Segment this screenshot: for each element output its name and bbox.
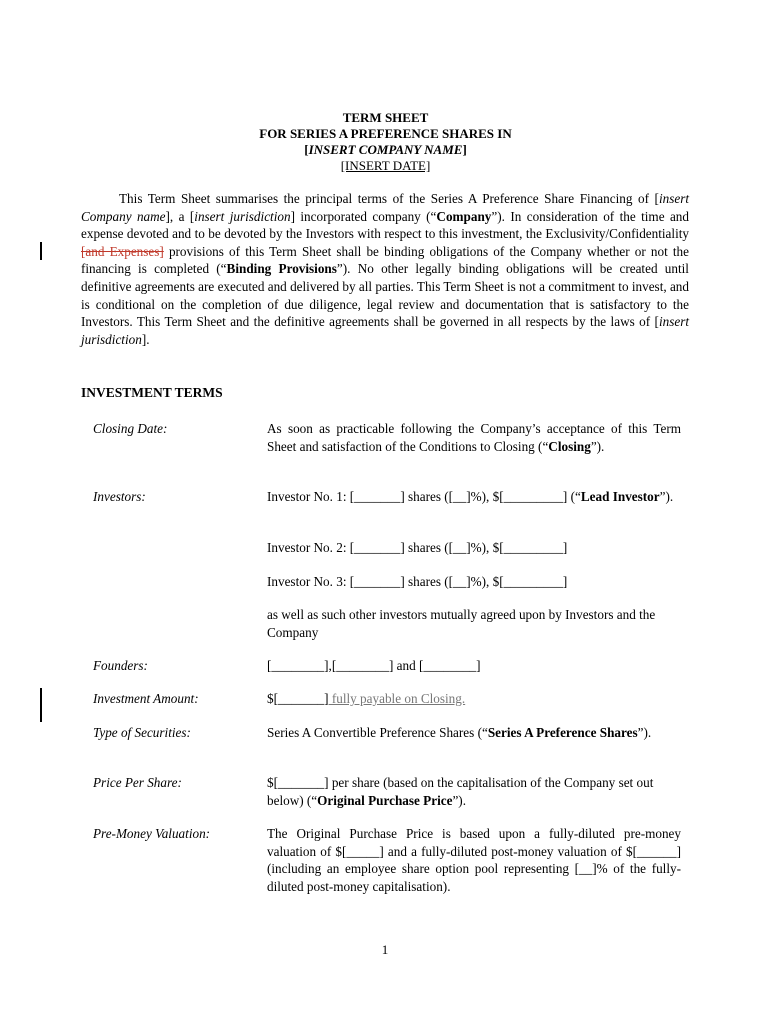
deleted-text: [and Expenses] bbox=[81, 243, 164, 259]
term-value: $[_______] per share (based on the capitalisation of the Company set out below) (“Original Purchase Price”). bbox=[267, 775, 654, 808]
term-label: Price Per Share: bbox=[93, 775, 182, 790]
title-line-2: FOR SERIES A PREFERENCE SHARES IN bbox=[259, 126, 512, 141]
title-date: [INSERT DATE] bbox=[340, 158, 431, 173]
intro-paragraph: This Term Sheet summarises the principal terms of the Series A Preference Share Financing of [insert Company name], a [insert jurisdiction] incorporated company (“Company”). In consideration of the time and expense devoted and to be devoted by the Investors with respect to this investment, the Exclusivity/Confidentiality [and Expenses] provisions of this Term Sheet shall be binding obligations of the Company whether or not the financing is completed (“Binding Provisions”). No other legally binding obligations will be created until definitive agreements are executed and delivered by all parties. This Term Sheet is not a commitment to invest, and is conditional on the completion of due diligence, legal review and documentation that is satisfactory to the Investors. This Term Sheet and the definitive agreements shall be governed in all respects by the laws of [insert jurisdiction]. bbox=[81, 191, 689, 347]
term-value: Series A Convertible Preference Shares (“Series A Preference Shares”). bbox=[267, 725, 652, 740]
term-label: Pre-Money Valuation: bbox=[93, 826, 211, 841]
term-label: Investors: bbox=[93, 489, 146, 504]
term-label: Closing Date: bbox=[93, 421, 168, 436]
change-bar bbox=[40, 242, 42, 260]
document-title bbox=[80, 110, 691, 174]
term-value: $[_______] fully payable on Closing. bbox=[267, 691, 466, 706]
section-heading: INVESTMENT TERMS bbox=[81, 385, 223, 400]
inserted-text: fully payable on Closing. bbox=[328, 691, 466, 706]
change-bar bbox=[40, 688, 42, 722]
term-label: Investment Amount: bbox=[93, 691, 199, 706]
title-line-1: TERM SHEET bbox=[342, 110, 429, 125]
term-value: As soon as practicable following the Company’s acceptance of this Term Sheet and satisfaction of the Conditions to Closing (“Closing”). bbox=[267, 421, 681, 454]
term-value: [________],[________] and [________] bbox=[267, 658, 481, 673]
term-value: Investor No. 1: [_______] shares ([__]%), $[_________] (“Lead Investor”). bbox=[267, 489, 674, 504]
term-value: The Original Purchase Price is based upon a fully-diluted pre-money valuation of $[_____] and a fully-diluted post-money valuation of $[______] (including an employee share option pool representing [__]% of the fully-diluted post-money capitalisation). bbox=[267, 826, 681, 894]
title-line-3: [INSERT COMPANY NAME] bbox=[304, 142, 467, 157]
term-label: Type of Securities: bbox=[93, 725, 191, 740]
term-label: Founders: bbox=[93, 658, 148, 673]
page-number: 1 bbox=[381, 942, 389, 957]
